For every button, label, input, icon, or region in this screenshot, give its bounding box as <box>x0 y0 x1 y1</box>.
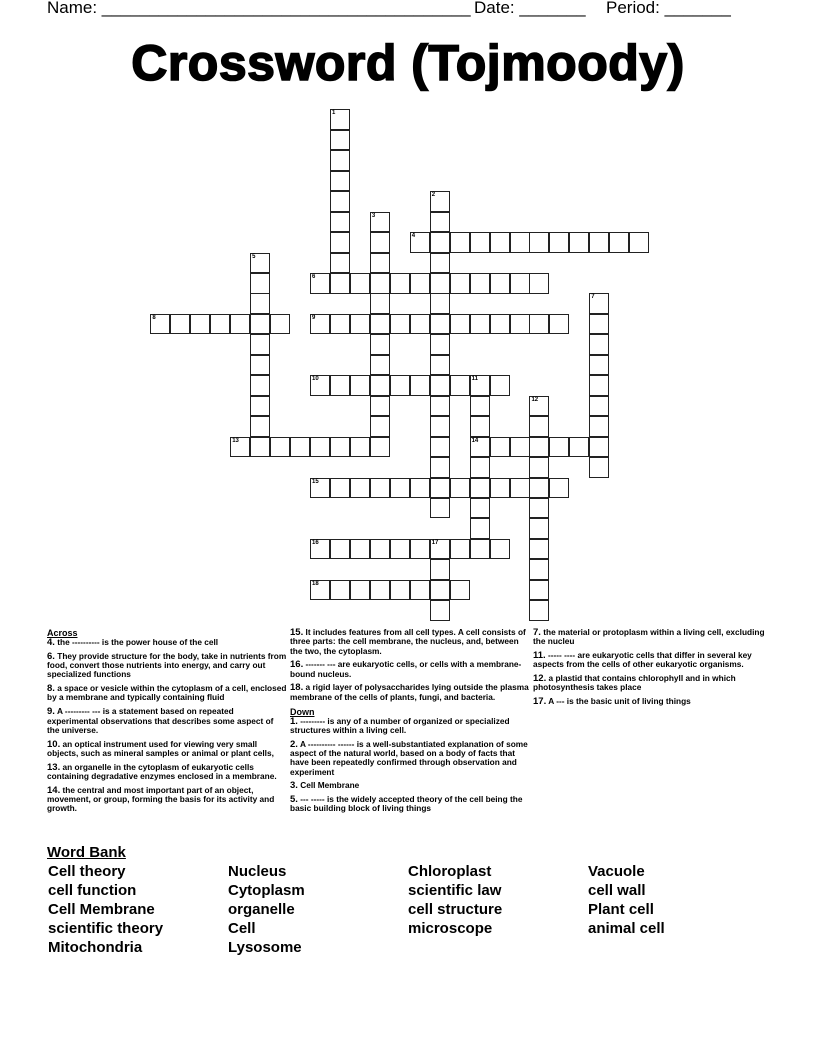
grid-cell[interactable] <box>330 437 350 458</box>
grid-cell[interactable] <box>250 273 270 294</box>
grid-cell[interactable] <box>430 273 450 294</box>
clue-item <box>290 660 530 679</box>
grid-cell[interactable] <box>330 150 350 171</box>
clue-text: the central and most important part of an object, movement, or group, forming the basis for its activity and growth. <box>47 784 275 814</box>
grid-cell[interactable] <box>370 396 390 417</box>
grid-cell[interactable] <box>430 600 450 621</box>
clue-text: --------- is any of a number of organized or specialized structures within a living cell. <box>290 715 510 735</box>
clue-number: 18. <box>290 682 304 694</box>
word-bank-item: cell wall <box>588 882 646 899</box>
clue-item <box>290 781 530 790</box>
clue-number: 6 <box>312 274 316 280</box>
grid-cell[interactable] <box>529 416 549 437</box>
grid-cell[interactable] <box>589 437 609 458</box>
word-bank-item: organelle <box>228 901 295 918</box>
clue-number: 9. <box>47 706 55 718</box>
grid-cell[interactable] <box>390 580 410 601</box>
grid-cell[interactable] <box>510 314 530 335</box>
grid-cell[interactable] <box>529 518 549 539</box>
grid-cell[interactable] <box>470 273 490 294</box>
grid-cell[interactable] <box>310 437 330 458</box>
grid-cell[interactable] <box>330 375 350 396</box>
clue-number: 10. <box>47 738 61 750</box>
down-heading: Down <box>290 706 315 717</box>
clue-number: 7. <box>533 627 541 638</box>
grid-cell[interactable] <box>370 580 390 601</box>
clue-number: 3. <box>290 780 298 792</box>
clue-text: A ---------- ------ is a well-substantiated explanation of some aspect of the natural world, based on a body of facts that have been repeatedly confirmed through observation and experiment <box>290 738 528 777</box>
grid-cell[interactable] <box>170 314 190 335</box>
grid-cell[interactable] <box>330 253 350 274</box>
grid-cell[interactable] <box>430 232 450 253</box>
grid-cell[interactable] <box>529 580 549 601</box>
clue-text: a rigid layer of polysaccharides lying outside the plasma membrane of the cells of plants, fungi, and bacteria. <box>290 682 529 702</box>
grid-cell[interactable] <box>589 293 609 314</box>
grid-cell[interactable] <box>529 273 549 294</box>
clue-number: 10 <box>312 376 319 383</box>
grid-cell[interactable] <box>290 437 310 458</box>
clue-item <box>290 795 530 814</box>
grid-cell[interactable] <box>589 314 609 335</box>
grid-cell[interactable] <box>210 314 230 335</box>
grid-cell[interactable] <box>390 273 410 294</box>
grid-cell[interactable] <box>430 212 450 233</box>
word-bank-item: scientific law <box>408 882 502 899</box>
grid-cell[interactable] <box>490 375 510 396</box>
grid-cell[interactable] <box>470 396 490 417</box>
grid-cell[interactable] <box>589 355 609 376</box>
grid-cell[interactable] <box>410 232 430 253</box>
grid-cell[interactable] <box>470 498 490 519</box>
clue-number: 16 <box>312 539 319 546</box>
word-bank-item: cell function <box>48 882 137 899</box>
grid-cell[interactable] <box>370 437 390 458</box>
grid-cell[interactable] <box>589 457 609 478</box>
word-bank-item: scientific theory <box>48 920 164 937</box>
grid-cell[interactable] <box>430 559 450 580</box>
clue-text: the material or protoplasm within a living cell, excluding the nucleu <box>533 627 765 647</box>
grid-cell[interactable] <box>549 232 569 253</box>
grid-cell[interactable] <box>430 355 450 376</box>
grid-cell[interactable] <box>490 232 510 253</box>
grid-cell[interactable] <box>529 232 549 253</box>
grid-cell[interactable] <box>310 580 330 601</box>
clue-text: A --------- --- is a statement based on repeated experimental observations that describes some aspect of the universe. <box>47 706 274 735</box>
grid-cell[interactable] <box>250 253 270 274</box>
clue-number: 11 <box>471 376 478 383</box>
grid-cell[interactable] <box>430 580 450 601</box>
clue-number: 15. <box>290 627 304 638</box>
grid-cell[interactable] <box>330 580 350 601</box>
grid-cell[interactable] <box>370 212 390 233</box>
grid-cell[interactable] <box>450 478 470 499</box>
grid-cell[interactable] <box>310 314 330 335</box>
grid-cell[interactable] <box>430 314 450 335</box>
grid-cell[interactable] <box>470 416 490 437</box>
clue-number: 14. <box>47 784 61 796</box>
grid-cell[interactable] <box>589 334 609 355</box>
clue-item <box>533 674 773 693</box>
clue-item <box>533 651 773 670</box>
grid-cell[interactable] <box>470 539 490 560</box>
word-bank-column <box>228 862 305 957</box>
clue-number: 5. <box>290 794 298 806</box>
grid-cell[interactable] <box>330 478 350 499</box>
clue-number: 3 <box>371 212 376 219</box>
grid-cell[interactable] <box>510 273 530 294</box>
grid-cell[interactable] <box>370 293 390 314</box>
grid-cell[interactable] <box>250 416 270 437</box>
grid-cell[interactable] <box>330 273 350 294</box>
clue-text: ----- ---- are eukaryotic cells that differ in several key aspects from the cells of other eukaryotic organisms. <box>533 650 752 670</box>
grid-cell[interactable] <box>270 314 290 335</box>
grid-cell[interactable] <box>430 293 450 314</box>
clue-number: 2 <box>431 192 436 199</box>
word-bank-item: Cell Membrane <box>48 901 155 918</box>
word-bank-item: Cytoplasm <box>228 882 305 899</box>
grid-cell[interactable] <box>609 232 629 253</box>
clue-item <box>47 638 287 647</box>
word-bank-item: Vacuole <box>588 863 645 880</box>
clue-number: 18 <box>312 580 319 587</box>
date-field[interactable]: Date: _______ <box>474 0 586 17</box>
grid-cell[interactable] <box>529 457 549 478</box>
grid-cell[interactable] <box>330 212 350 233</box>
grid-cell[interactable] <box>430 375 450 396</box>
clue-number: 9 <box>312 314 316 321</box>
grid-cell[interactable] <box>250 334 270 355</box>
grid-cell[interactable] <box>450 539 470 560</box>
grid-cell[interactable] <box>450 580 470 601</box>
clue-text: a plastid that contains chlorophyll and in which photosynthesis takes place <box>533 673 736 693</box>
grid-cell[interactable] <box>510 437 530 458</box>
clue-item <box>47 740 287 759</box>
grid-cell[interactable] <box>430 478 450 499</box>
grid-cell[interactable] <box>529 559 549 580</box>
grid-cell[interactable] <box>270 437 290 458</box>
page-title: Crossword (Tojmoody) <box>131 35 685 91</box>
grid-cell[interactable] <box>330 314 350 335</box>
grid-cell[interactable] <box>430 457 450 478</box>
grid-cell[interactable] <box>430 191 450 212</box>
clue-number: 2. <box>290 738 298 750</box>
grid-cell[interactable] <box>470 375 490 396</box>
clue-number: 13 <box>232 437 239 444</box>
grid-cell[interactable] <box>370 416 390 437</box>
grid-cell[interactable] <box>470 232 490 253</box>
clue-number: 4. <box>47 637 55 648</box>
grid-cell[interactable] <box>410 539 430 560</box>
grid-cell[interactable] <box>250 293 270 314</box>
clue-number: 13. <box>47 761 61 773</box>
clue-number: 1 <box>331 110 336 117</box>
grid-cell[interactable] <box>490 437 510 458</box>
grid-cell[interactable] <box>430 396 450 417</box>
grid-cell[interactable] <box>450 273 470 294</box>
grid-cell[interactable] <box>230 314 250 335</box>
grid-cell[interactable] <box>569 437 589 458</box>
grid-cell[interactable] <box>250 314 270 335</box>
word-bank-item: Chloroplast <box>408 863 492 880</box>
clue-item <box>290 683 530 702</box>
period-field[interactable]: Period: _______ <box>606 0 731 17</box>
clue-text: the ---------- is the power house of the cell <box>57 637 219 647</box>
clue-item <box>533 628 773 647</box>
grid-cell[interactable] <box>350 314 370 335</box>
word-bank-item: Lysosome <box>228 939 302 956</box>
clues-column-1 <box>47 628 287 818</box>
grid-cell[interactable] <box>410 375 430 396</box>
grid-cell[interactable] <box>549 314 569 335</box>
clue-text: ------- --- are eukaryotic cells, or cells with a membrane-bound nucleus. <box>290 659 522 679</box>
grid-cell[interactable] <box>410 314 430 335</box>
clue-text: A --- is the basic unit of living things <box>548 696 691 707</box>
grid-cell[interactable] <box>150 314 170 335</box>
clue-item <box>290 740 530 777</box>
name-field[interactable]: Name: _______________________________________ <box>47 0 471 17</box>
grid-cell[interactable] <box>589 396 609 417</box>
grid-cell[interactable] <box>490 273 510 294</box>
grid-cell[interactable] <box>390 375 410 396</box>
grid-cell[interactable] <box>350 539 370 560</box>
clue-text: It includes features from all cell types. A cell consists of three parts: the cell membrane, the nucleus, and, between the two, the cytoplasm. <box>290 627 526 656</box>
clue-number: 6. <box>47 650 55 662</box>
grid-cell[interactable] <box>310 375 330 396</box>
grid-cell[interactable] <box>450 375 470 396</box>
grid-cell[interactable] <box>350 273 370 294</box>
grid-cell[interactable] <box>430 498 450 519</box>
grid-cell[interactable] <box>470 314 490 335</box>
grid-cell[interactable] <box>250 375 270 396</box>
clue-number: 16. <box>290 659 304 671</box>
word-bank-column <box>48 862 163 957</box>
grid-cell[interactable] <box>370 478 390 499</box>
grid-cell[interactable] <box>430 334 450 355</box>
grid-cell[interactable] <box>250 437 270 458</box>
grid-cell[interactable] <box>529 498 549 519</box>
grid-cell[interactable] <box>430 539 450 560</box>
grid-cell[interactable] <box>470 437 490 458</box>
clue-number: 4 <box>411 233 416 240</box>
clue-number: 11. <box>533 650 546 662</box>
clue-number: 17 <box>431 539 439 546</box>
grid-cell[interactable] <box>589 416 609 437</box>
grid-cell[interactable] <box>330 109 350 130</box>
grid-cell[interactable] <box>549 437 569 458</box>
clue-number: 14 <box>471 437 479 444</box>
word-bank-item: Cell <box>228 920 256 937</box>
clue-number: 8. <box>47 683 55 695</box>
grid-cell[interactable] <box>529 600 549 621</box>
clue-number: 5 <box>252 253 256 260</box>
clue-number: 1. <box>290 715 298 727</box>
clue-number: 15 <box>312 478 319 485</box>
grid-cell[interactable] <box>529 396 549 417</box>
grid-cell[interactable] <box>350 478 370 499</box>
grid-cell[interactable] <box>529 539 549 560</box>
clues-column-3 <box>533 628 773 711</box>
clue-number: 7 <box>591 294 595 301</box>
grid-cell[interactable] <box>190 314 210 335</box>
grid-cell[interactable] <box>350 580 370 601</box>
grid-cell[interactable] <box>310 478 330 499</box>
clue-text: They provide structure for the body, take in nutrients from food, convert those nutrients into energy, and carry out specialized functions <box>47 650 287 680</box>
grid-cell[interactable] <box>370 253 390 274</box>
clue-number: 12 <box>531 396 539 403</box>
grid-cell[interactable] <box>370 375 390 396</box>
grid-cell[interactable] <box>450 232 470 253</box>
grid-cell[interactable] <box>310 539 330 560</box>
clue-text: an optical instrument used for viewing very small objects, such as mineral samples or animal or plant cells, <box>47 738 274 758</box>
grid-cell[interactable] <box>470 457 490 478</box>
word-bank-item: Nucleus <box>228 863 287 880</box>
clue-item <box>290 628 530 656</box>
grid-cell[interactable] <box>529 314 549 335</box>
clue-text: an organelle in the cytoplasm of eukaryotic cells containing degradative enzymes enclosed in a membrane. <box>47 761 277 782</box>
grid-cell[interactable] <box>230 437 250 458</box>
grid-cell[interactable] <box>549 478 569 499</box>
grid-cell[interactable] <box>430 437 450 458</box>
grid-cell[interactable] <box>370 334 390 355</box>
grid-cell[interactable] <box>330 191 350 212</box>
word-bank-column <box>408 862 502 938</box>
clue-text: --- ----- is the widely accepted theory of the cell being the basic building block of living things <box>290 794 523 814</box>
grid-cell[interactable] <box>390 314 410 335</box>
grid-cell[interactable] <box>330 232 350 253</box>
word-bank-heading: Word Bank <box>47 844 126 861</box>
grid-cell[interactable] <box>430 416 450 437</box>
clue-item <box>290 717 530 736</box>
grid-cell[interactable] <box>529 437 549 458</box>
grid-cell[interactable] <box>529 478 549 499</box>
grid-cell[interactable] <box>410 273 430 294</box>
grid-cell[interactable] <box>350 375 370 396</box>
grid-cell[interactable] <box>370 273 390 294</box>
grid-cell[interactable] <box>410 478 430 499</box>
word-bank-item: animal cell <box>588 920 665 937</box>
grid-cell[interactable] <box>330 130 350 151</box>
grid-cell[interactable] <box>370 314 390 335</box>
word-bank-item: microscope <box>408 920 493 937</box>
grid-cell[interactable] <box>350 437 370 458</box>
grid-cell[interactable] <box>490 478 510 499</box>
across-heading: Across <box>47 628 78 638</box>
grid-cell[interactable] <box>629 232 649 253</box>
grid-cell[interactable] <box>390 478 410 499</box>
grid-cell[interactable] <box>370 539 390 560</box>
grid-cell[interactable] <box>470 518 490 539</box>
grid-cell[interactable] <box>490 539 510 560</box>
grid-cell[interactable] <box>589 232 609 253</box>
clue-item <box>47 763 287 782</box>
grid-cell[interactable] <box>370 355 390 376</box>
grid-cell[interactable] <box>410 580 430 601</box>
grid-cell[interactable] <box>330 171 350 192</box>
clue-text: Cell Membrane <box>300 780 360 791</box>
clue-item <box>47 652 287 680</box>
grid-cell[interactable] <box>510 232 530 253</box>
grid-cell[interactable] <box>490 314 510 335</box>
grid-cell[interactable] <box>450 314 470 335</box>
clue-number: 8 <box>152 314 156 321</box>
word-bank-item: Mitochondria <box>48 939 143 956</box>
grid-cell[interactable] <box>250 396 270 417</box>
clue-item <box>47 707 287 735</box>
clue-text: a space or vesicle within the cytoplasm of a cell, enclosed by a membrane and typically containing fluid <box>47 683 287 703</box>
grid-cell[interactable] <box>310 273 330 294</box>
grid-cell[interactable] <box>510 478 530 499</box>
grid-cell[interactable] <box>470 478 490 499</box>
grid-cell[interactable] <box>250 355 270 376</box>
grid-cell[interactable] <box>430 253 450 274</box>
word-bank-column <box>588 862 665 938</box>
grid-cell[interactable] <box>370 232 390 253</box>
clue-item <box>47 786 287 814</box>
clue-number: 17. <box>533 696 547 708</box>
grid-cell[interactable] <box>589 375 609 396</box>
grid-cell[interactable] <box>390 539 410 560</box>
clues-column-2 <box>290 628 530 818</box>
word-bank-item: Plant cell <box>588 901 654 918</box>
grid-cell[interactable] <box>330 539 350 560</box>
clue-item <box>47 684 287 703</box>
clue-number: 12. <box>533 673 547 685</box>
clue-item <box>533 697 773 706</box>
word-bank-item: cell structure <box>408 901 503 918</box>
grid-cell[interactable] <box>569 232 589 253</box>
word-bank-item: Cell theory <box>48 863 126 880</box>
